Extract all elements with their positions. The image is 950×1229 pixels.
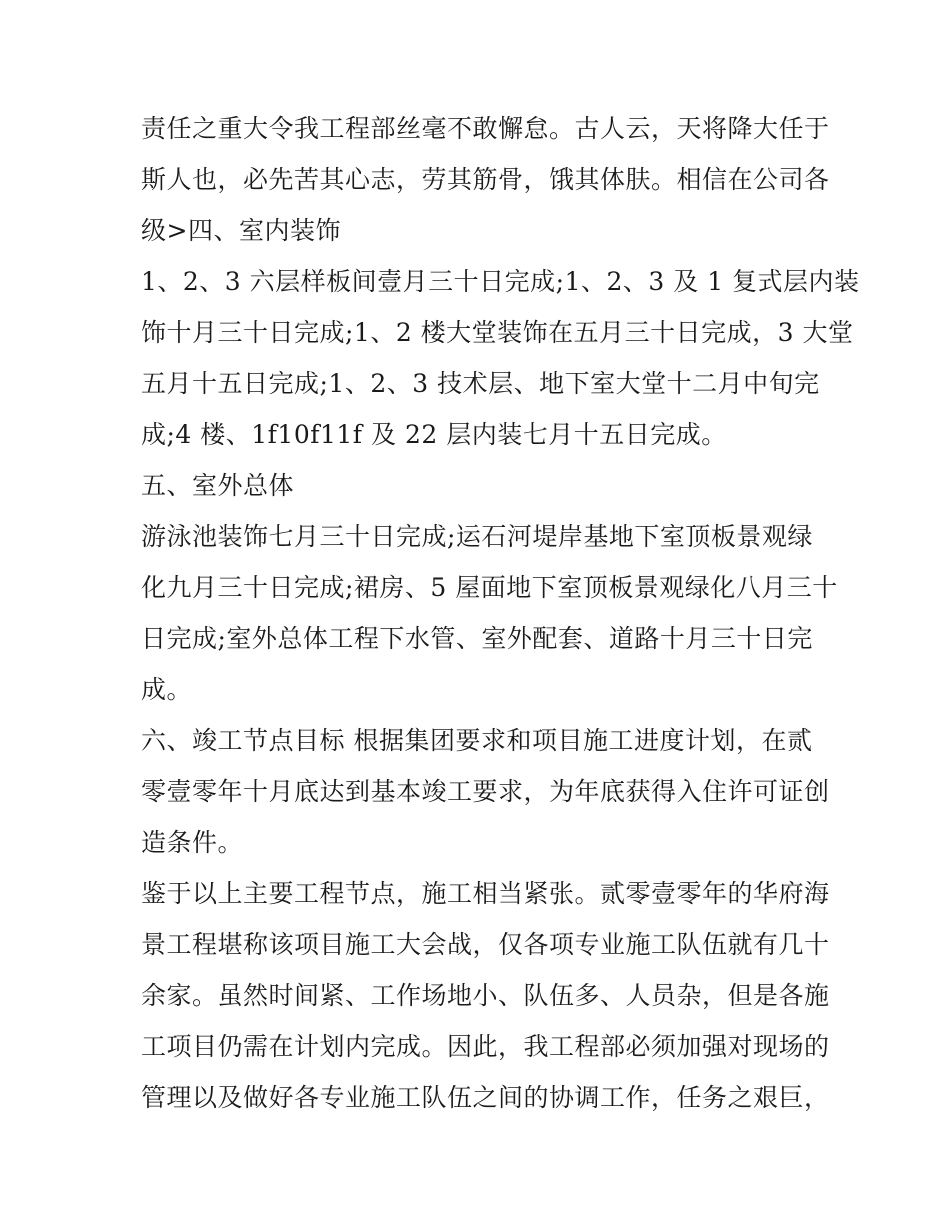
text-line: 造条件。 bbox=[141, 828, 244, 857]
text-line: 化九月三十日完成;裙房、5 屋面地下室顶板景观绿化八月三十 bbox=[141, 573, 838, 602]
text-line: 游泳池装饰七月三十日完成;运石河堤岸基地下室顶板景观绿 bbox=[141, 522, 813, 551]
text-line: 日完成;室外总体工程下水管、室外配套、道路十月三十日完 bbox=[141, 624, 813, 653]
text-line: 零壹零年十月底达到基本竣工要求，为年底获得入住许可证创 bbox=[141, 777, 830, 806]
text-line: 斯人也，必先苦其心志，劳其筋骨，饿其体肤。相信在公司各 bbox=[141, 165, 830, 194]
document-body bbox=[141, 103, 860, 1123]
section-heading: 六、竣工节点目标 根据集团要求和项目施工进度计划，在贰 bbox=[141, 726, 813, 755]
text-line: 管理以及做好各专业施工队伍之间的协调工作，任务之艰巨， bbox=[141, 1083, 830, 1112]
text-line: 景工程堪称该项目施工大会战，仅各项专业施工队伍就有几十 bbox=[141, 930, 830, 959]
text-line: 成;4 楼、1f10f11f 及 22 层内装七月十五日完成。 bbox=[141, 420, 727, 449]
text-line: 1、2、3 六层样板间壹月三十日完成;1、2、3 及 1 复式层内装 bbox=[141, 267, 860, 296]
text-line: 鉴于以上主要工程节点，施工相当紧张。贰零壹零年的华府海 bbox=[141, 879, 830, 908]
text-line: 成。 bbox=[141, 675, 193, 704]
text-line: 级>四、室内装饰 bbox=[141, 216, 341, 245]
section-heading: 五、室外总体 bbox=[141, 471, 295, 500]
text-line: 工项目仍需在计划内完成。因此，我工程部必须加强对现场的 bbox=[141, 1032, 830, 1061]
text-line: 余家。虽然时间紧、工作场地小、队伍多、人员杂，但是各施 bbox=[141, 981, 830, 1010]
text-line: 责任之重大令我工程部丝毫不敢懈怠。古人云，天将降大任于 bbox=[141, 114, 830, 143]
text-line: 五月十五日完成;1、2、3 技术层、地下室大堂十二月中旬完 bbox=[141, 369, 820, 398]
text-line: 饰十月三十日完成;1、2 楼大堂装饰在五月三十日完成，3 大堂 bbox=[141, 318, 854, 347]
